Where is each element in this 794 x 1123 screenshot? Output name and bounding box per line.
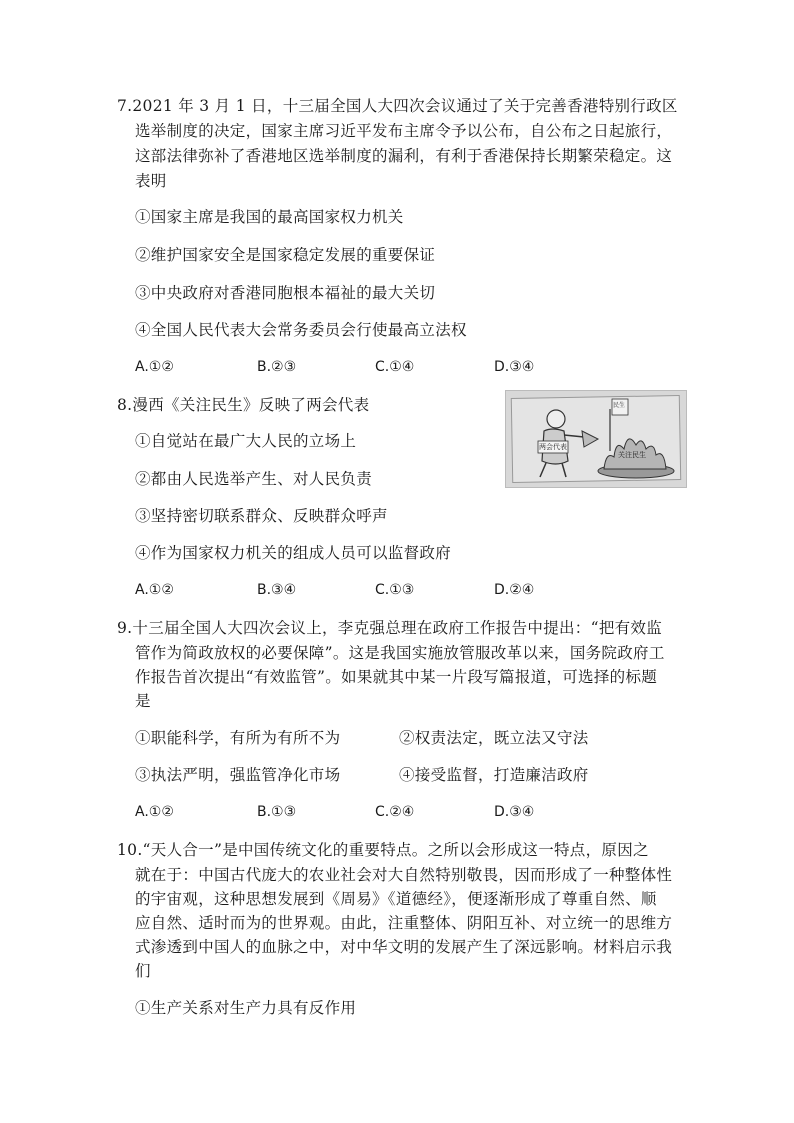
q10-stem-line-3: 的宇宙观，这种思想发展到《周易》《道德经》，便逐渐形成了尊重自然、顺 <box>135 890 657 908</box>
q8-stem: 8.漫西《关注民生》反映了两会代表 <box>117 396 370 414</box>
q7-answer-c: C.①④ <box>375 359 415 375</box>
q10-option-1: ①生产关系对生产力具有反作用 <box>135 999 357 1017</box>
q7-option-3: ③中央政府对香港同胞根本福祉的最大关切 <box>135 284 436 302</box>
q8-answer-d: D.②④ <box>494 582 535 598</box>
q9-option-2: ②权责法定，既立法又守法 <box>399 729 589 747</box>
q8-option-1: ①自觉站在最广大人民的立场上 <box>135 432 357 450</box>
q9-stem-line-4: 是 <box>135 692 151 710</box>
q9-option-4: ④接受监督，打造廉洁政府 <box>399 766 589 784</box>
q9-answer-c: C.②④ <box>375 804 415 820</box>
q9-option-1: ①职能科学，有所为有所不为 <box>135 729 341 747</box>
q8-option-3: ③坚持密切联系群众、反映群众呼声 <box>135 507 388 525</box>
q8-option-4: ④作为国家权力机关的组成人员可以监督政府 <box>135 544 452 562</box>
q9-stem-line-2: 管作为简政放权的必要保障”。这是我国实施放管服改革以来，国务院政府工 <box>135 644 665 662</box>
cartoon-drawing <box>506 391 686 487</box>
q10-stem-line-1: 10.“天人合一”是中国传统文化的重要特点。之所以会形成这一特点，原因之 <box>117 841 649 859</box>
q8-answer-a: A.①② <box>135 582 174 598</box>
q7-answer-d: D.③④ <box>494 359 535 375</box>
q9-answer-b: B.①③ <box>257 804 297 820</box>
q7-answer-a: A.①② <box>135 359 174 375</box>
q7-option-1: ①国家主席是我国的最高国家权力机关 <box>135 208 404 226</box>
person-head-icon <box>547 410 565 428</box>
q8-answer-b: B.③④ <box>257 582 297 598</box>
q7-stem-line-1: 7.2021 年 3 月 1 日，十三届全国人大四次会议通过了关于完善香港特别行政区 <box>117 97 678 115</box>
q10-stem-line-6: 们 <box>135 962 151 980</box>
q10-stem-line-5: 式渗透到中国人的血脉之中，对中华文明的发展产生了深远影响。材料启示我 <box>135 938 673 956</box>
cartoon-label-person: 两会代表 <box>539 443 567 451</box>
q7-option-4: ④全国人民代表大会常务委员会行使最高立法权 <box>135 321 467 339</box>
q10-stem-line-2: 就在于：中国古代庞大的农业社会对大自然特别敬畏，因而形成了一种整体性 <box>135 866 673 884</box>
q9-stem-line-1: 9.十三届全国人大四次会议上，李克强总理在政府工作报告中提出：“把有效监 <box>117 619 663 637</box>
q7-stem-line-2: 选举制度的决定，国家主席习近平发布主席令予以公布，自公布之日起旅行， <box>135 122 673 140</box>
q9-answer-d: D.③④ <box>494 804 535 820</box>
cartoon-label-sign: 民生 <box>613 402 626 409</box>
q10-stem-line-4: 应自然、适时而为的世界观。由此，注重整体、阴阳互补、对立统一的思维方 <box>135 914 673 932</box>
q8-answer-c: C.①③ <box>375 582 415 598</box>
q7-stem-line-4: 表明 <box>135 172 167 190</box>
cartoon-label-fire: 关注民生 <box>618 451 646 459</box>
q7-option-2: ②维护国家安全是国家稳定发展的重要保证 <box>135 246 436 264</box>
q7-answer-b: B.②③ <box>257 359 297 375</box>
q7-stem-line-3: 这部法律弥补了香港地区选举制度的漏利，有利于香港保持长期繁荣稳定。这 <box>135 147 673 165</box>
cartoon-image <box>505 390 687 488</box>
q9-stem-line-3: 作报告首次提出“有效监管”。如果就其中某一片段写篇报道，可选择的标题 <box>135 668 658 686</box>
q9-answer-a: A.①② <box>135 804 174 820</box>
q9-option-3: ③执法严明，强监管净化市场 <box>135 766 341 784</box>
q8-option-2: ②都由人民选举产生、对人民负责 <box>135 470 373 488</box>
